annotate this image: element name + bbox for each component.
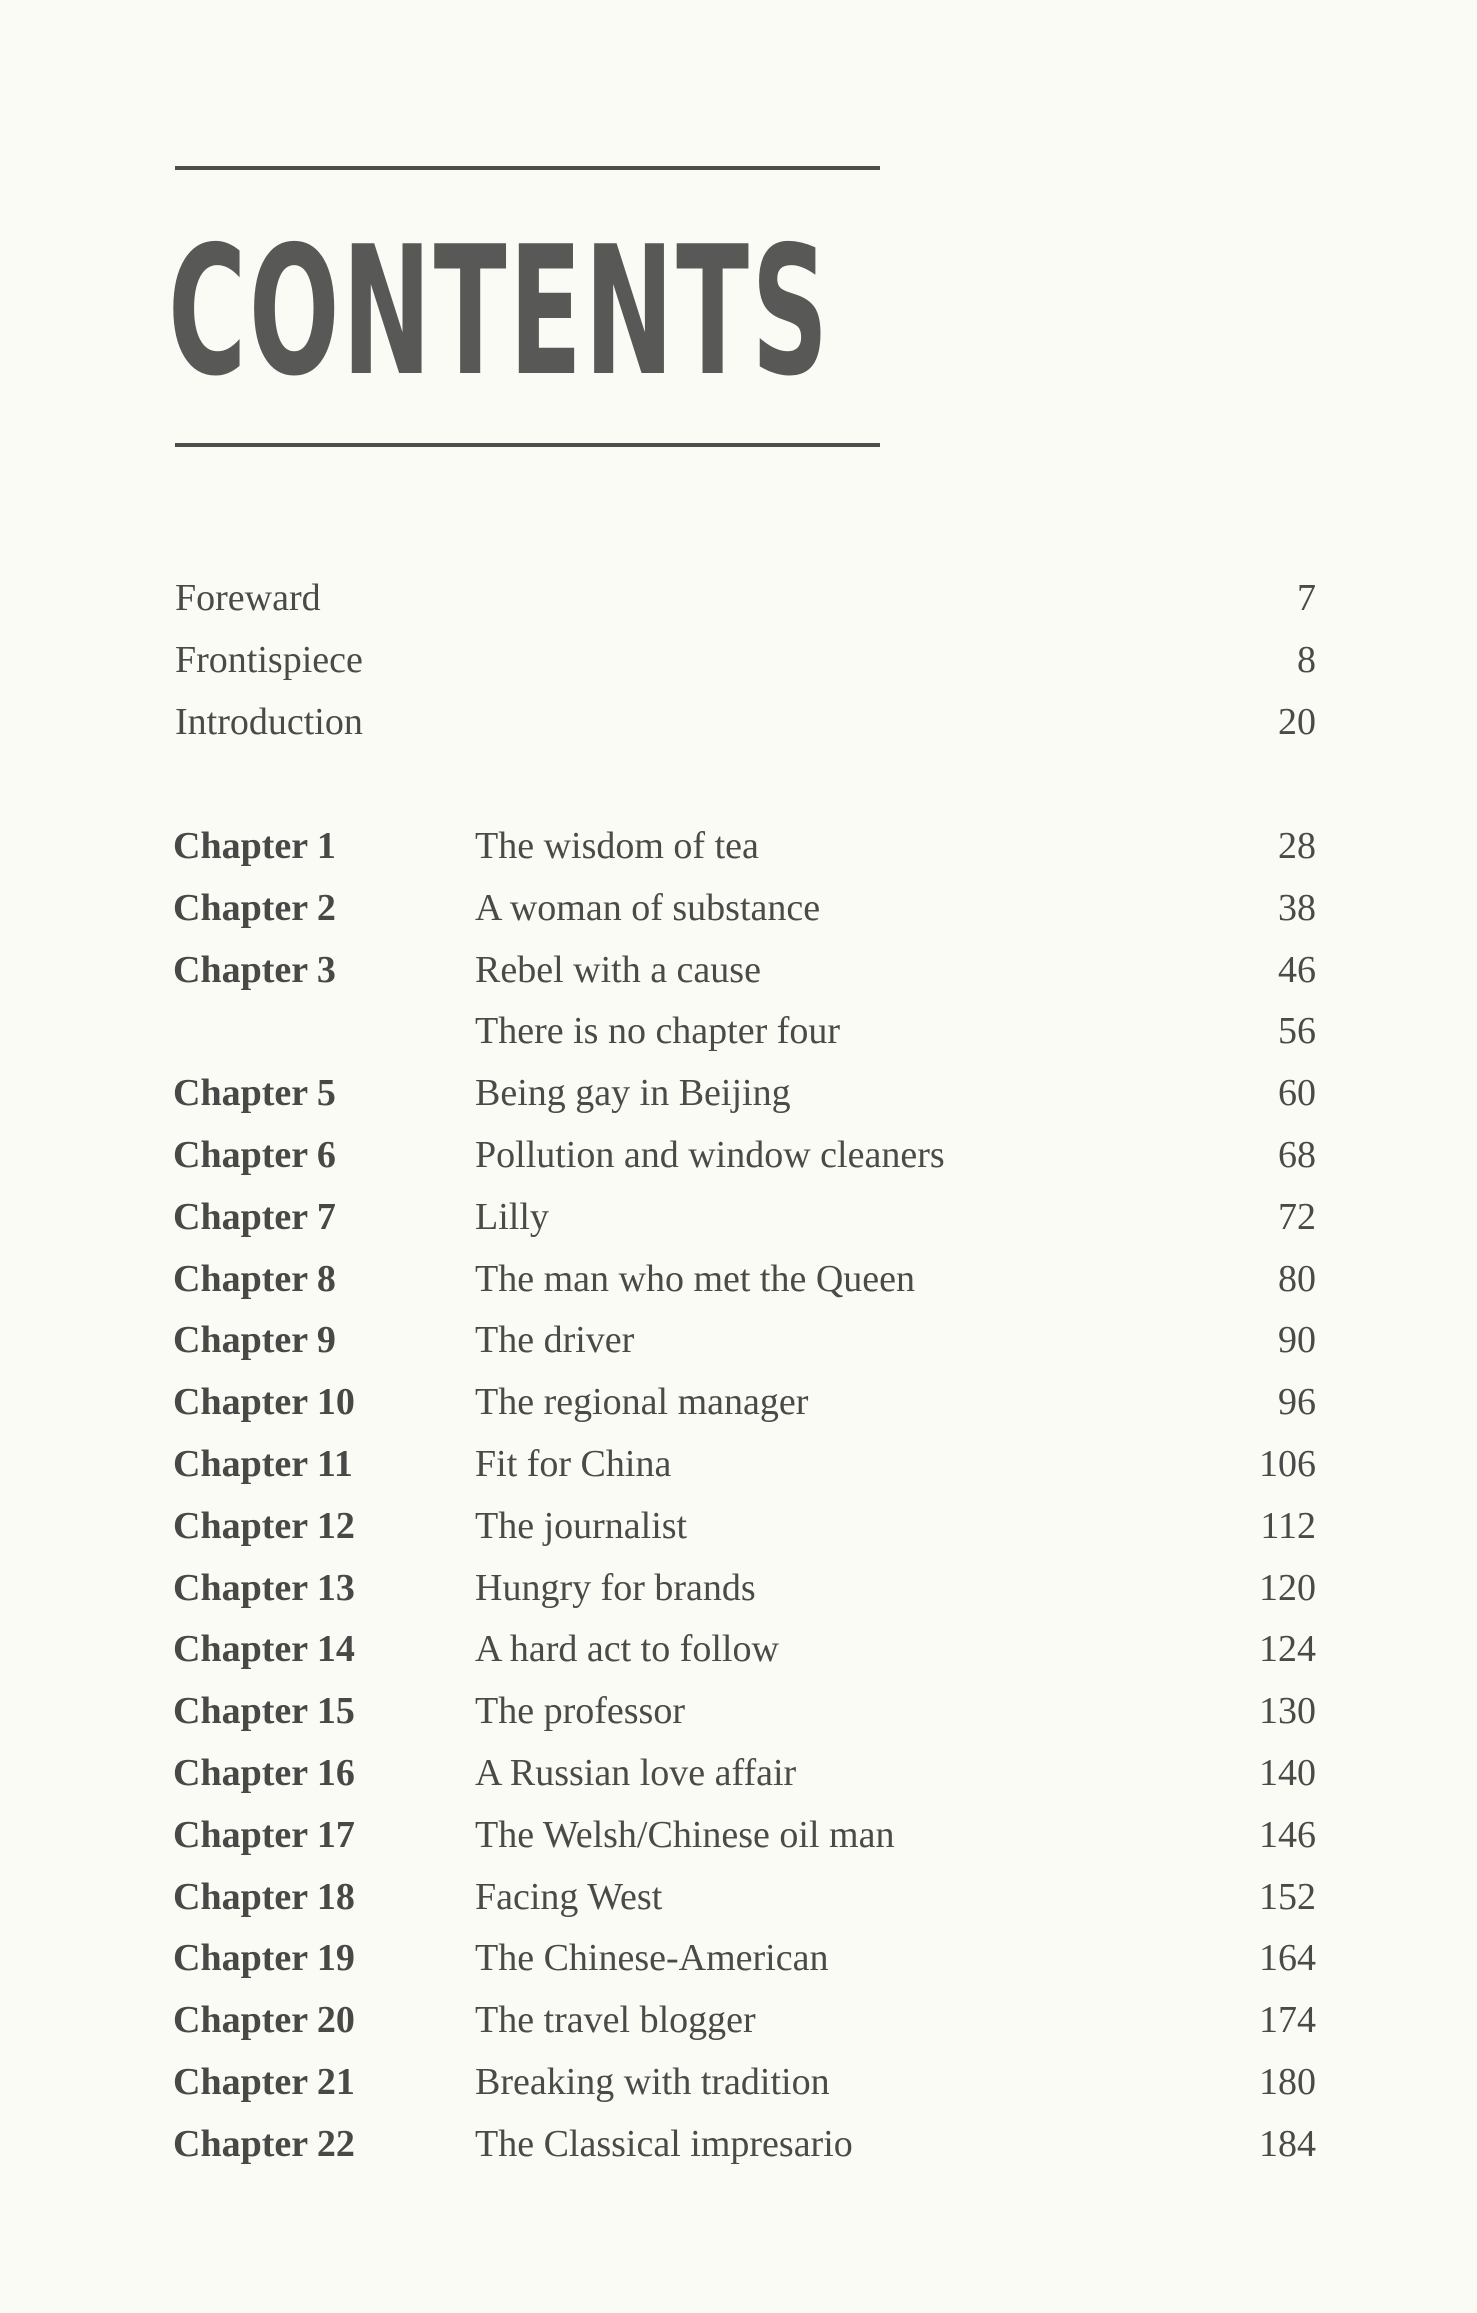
- chapter-number: Chapter 2: [173, 886, 336, 929]
- chapter-row: [0, 1989, 1477, 2051]
- chapter-title: Pollution and window cleaners: [475, 1134, 945, 1176]
- page-number: 180: [1259, 2061, 1316, 2103]
- chapter-title: Rebel with a cause: [475, 948, 761, 991]
- chapter-number: Chapter 3: [173, 948, 336, 991]
- chapter-number: Chapter 1: [173, 825, 336, 867]
- chapter-number: Chapter 14: [173, 1628, 355, 1671]
- heading-rule-bottom: [175, 443, 880, 447]
- page-number: 120: [1259, 1566, 1316, 1609]
- page-number: 96: [1278, 1381, 1316, 1424]
- page-title: CONTENTS: [168, 208, 831, 415]
- entry-title: Frontispiece: [175, 638, 363, 681]
- page-number: 80: [1278, 1257, 1316, 1300]
- page-number: 152: [1259, 1875, 1316, 1918]
- page-number: 130: [1259, 1690, 1316, 1733]
- chapter-title: The journalist: [475, 1504, 688, 1547]
- page-number: 60: [1278, 1072, 1316, 1115]
- chapter-row: [0, 1618, 1477, 1680]
- chapter-number: Chapter 9: [173, 1319, 336, 1362]
- chapter-number: Chapter 20: [173, 1999, 355, 2042]
- chapter-number: Chapter 13: [173, 1566, 355, 1609]
- chapter-row: [0, 1742, 1477, 1804]
- chapter-number: Chapter 6: [173, 1134, 336, 1176]
- chapter-row: [0, 877, 1477, 939]
- chapter-row: [0, 1804, 1477, 1866]
- chapter-number: Chapter 8: [173, 1257, 336, 1300]
- chapter-title: The professor: [475, 1690, 685, 1733]
- page-number: 7: [1297, 577, 1316, 619]
- page-number: 38: [1278, 886, 1316, 929]
- chapter-row: [0, 1124, 1477, 1186]
- page-number: 146: [1259, 1813, 1316, 1856]
- chapter-number: Chapter 17: [173, 1813, 355, 1856]
- page-number: 20: [1278, 700, 1316, 743]
- chapter-title: Breaking with tradition: [475, 2061, 830, 2103]
- chapter-title: Lilly: [475, 1195, 549, 1238]
- entry-title: Introduction: [175, 700, 363, 743]
- chapter-row: [0, 939, 1477, 1001]
- chapter-row: [0, 1557, 1477, 1619]
- front-matter-row: [0, 691, 1477, 753]
- page-number: 90: [1278, 1319, 1316, 1362]
- chapter-title: The travel blogger: [475, 1999, 756, 2042]
- chapter-number: Chapter 7: [173, 1195, 336, 1238]
- chapter-row: [0, 1927, 1477, 1989]
- front-matter-row: [0, 629, 1477, 691]
- page-number: 46: [1278, 948, 1316, 991]
- chapter-title: The driver: [475, 1319, 635, 1362]
- chapter-title: A hard act to follow: [475, 1628, 779, 1671]
- page-number: 174: [1259, 1999, 1316, 2042]
- page-number: 56: [1278, 1010, 1316, 1053]
- chapter-number: Chapter 11: [173, 1443, 353, 1485]
- page-number: 124: [1259, 1628, 1316, 1671]
- front-matter-row: [0, 567, 1477, 629]
- chapter-row: [0, 1866, 1477, 1928]
- chapter-title: There is no chapter four: [475, 1010, 841, 1053]
- chapter-title: A woman of substance: [475, 886, 821, 929]
- chapter-row: [0, 1680, 1477, 1742]
- chapter-number: Chapter 10: [173, 1381, 355, 1424]
- chapter-row: [0, 1186, 1477, 1248]
- chapter-number: Chapter 12: [173, 1504, 355, 1547]
- chapter-title: The wisdom of tea: [475, 825, 759, 867]
- page-number: 112: [1260, 1504, 1316, 1547]
- chapter-title: Fit for China: [475, 1443, 672, 1485]
- chapter-row: [0, 815, 1477, 877]
- page-number: 8: [1297, 638, 1316, 681]
- chapter-row: [0, 1371, 1477, 1433]
- entry-title: Foreward: [175, 577, 321, 619]
- chapter-title: The Chinese-American: [475, 1937, 829, 1980]
- chapter-title: Facing West: [475, 1875, 663, 1918]
- page-number: 68: [1278, 1134, 1316, 1176]
- chapter-number: Chapter 22: [173, 2122, 355, 2165]
- page-number: 106: [1259, 1443, 1316, 1485]
- chapter-row: [0, 1309, 1477, 1371]
- chapter-title: The man who met the Queen: [475, 1257, 916, 1300]
- chapter-row: [0, 1495, 1477, 1557]
- chapter-number: Chapter 15: [173, 1690, 355, 1733]
- chapter-row: [0, 1062, 1477, 1124]
- chapter-number: Chapter 16: [173, 1752, 355, 1794]
- chapter-row: [0, 2113, 1477, 2175]
- chapter-number: Chapter 5: [173, 1072, 336, 1115]
- page-number: 184: [1259, 2122, 1316, 2165]
- chapter-number: Chapter 19: [173, 1937, 355, 1980]
- chapter-title: The Welsh/Chinese oil man: [475, 1813, 895, 1856]
- page-number: 28: [1278, 825, 1316, 867]
- chapter-title: A Russian love affair: [475, 1752, 797, 1794]
- chapter-title: Being gay in Beijing: [475, 1072, 791, 1115]
- chapter-title: The regional manager: [475, 1381, 809, 1424]
- page-number: 140: [1259, 1752, 1316, 1794]
- heading-rule-top: [175, 166, 880, 170]
- chapter-number: Chapter 21: [173, 2061, 355, 2103]
- chapter-title: Hungry for brands: [475, 1566, 756, 1609]
- chapter-row: [0, 1248, 1477, 1310]
- chapter-row: [0, 2051, 1477, 2113]
- chapter-number: Chapter 18: [173, 1875, 355, 1918]
- chapter-row: [0, 1433, 1477, 1495]
- page-number: 72: [1278, 1195, 1316, 1238]
- page-number: 164: [1259, 1937, 1316, 1980]
- chapter-row: [0, 1000, 1477, 1062]
- chapter-title: The Classical impresario: [475, 2122, 853, 2165]
